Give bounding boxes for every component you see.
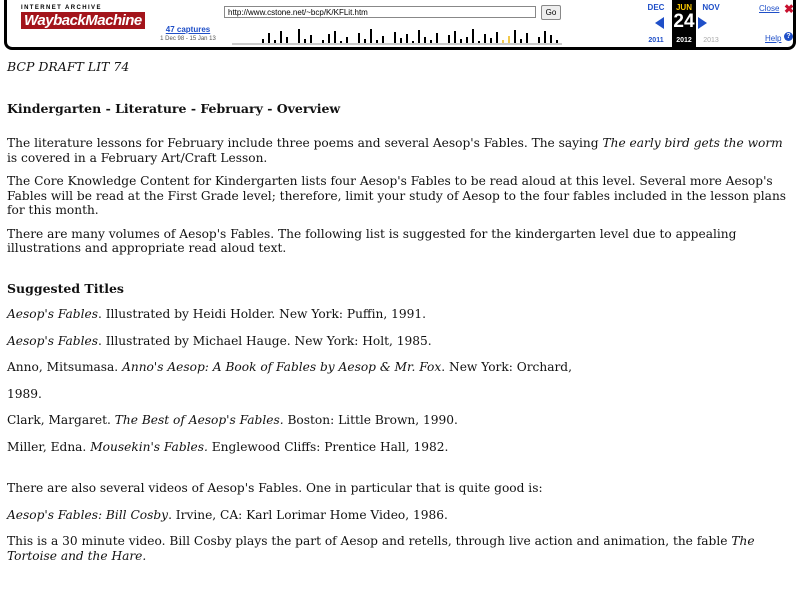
list-item — [7, 413, 793, 428]
sparkline-bar — [382, 36, 384, 43]
next-month-link[interactable]: NOV — [702, 3, 720, 12]
sparkline-bar — [262, 39, 264, 43]
page-content — [7, 60, 793, 563]
sparkline-bar — [358, 33, 360, 43]
book-title: Anno's Aesop: A Book of Fables by Aesop & Mr. Fox — [122, 360, 442, 374]
capture-range: 1 Dec 98 - 15 Jan 13 — [160, 36, 216, 42]
sparkline-bar — [514, 30, 516, 43]
current-day: 24 — [673, 11, 695, 32]
book-title: Aesop's Fables — [7, 307, 98, 321]
book-author: Miller, Edna. — [7, 439, 91, 454]
close-link[interactable]: Close — [759, 4, 780, 13]
sparkline-bar — [466, 37, 468, 43]
help-icon[interactable]: ? — [784, 32, 793, 41]
sparkline-bar — [412, 41, 414, 43]
book-details: . Illustrated by Michael Hauge. New York: Holt, 1985. — [97, 333, 432, 348]
sparkline-bar — [496, 32, 498, 43]
wayback-logo[interactable] — [21, 5, 142, 30]
sparkline-bar — [544, 31, 546, 43]
video-details: . Irvine, CA: Karl Lorimar Home Video, 1986. — [168, 507, 448, 522]
go-button[interactable]: Go — [541, 5, 561, 20]
captures-link[interactable]: 47 captures — [165, 25, 211, 34]
paragraph-intro — [7, 136, 793, 165]
paragraph-core-knowledge: The Core Knowledge Content for Kindergarten lists four Aesop's Fables to be read aloud at this level. Several more Aesop's Fables will be read at the First Grade level; therefore, limit your study of Aesop to the four fables included in the lesson plans for this month. — [7, 174, 787, 217]
book-author: Clark, Margaret. — [7, 413, 115, 427]
sparkline-bar — [538, 37, 540, 43]
draft-label: BCP DRAFT LIT 74 — [7, 59, 130, 74]
sparkline-bar — [556, 40, 558, 43]
sparkline-bar — [436, 33, 438, 43]
sparkline-bar — [340, 41, 342, 43]
sparkline-bar — [286, 37, 288, 43]
sparkline-bar — [280, 31, 282, 43]
list-item — [7, 334, 793, 349]
sparkline-bar — [400, 38, 402, 43]
sparkline-bar — [376, 40, 378, 43]
sparkline-bar — [406, 34, 408, 43]
sparkline-bar — [502, 40, 504, 43]
prev-year-link[interactable]: 2011 — [648, 37, 664, 44]
sparkline-bar — [274, 40, 276, 43]
book-author: Anno, Mitsumasa. — [7, 360, 123, 374]
sparkline-bar — [448, 35, 450, 43]
paragraph-intro-text-a: The literature lessons for February include three poems and several Aesop's Fables. The saying — [7, 136, 603, 150]
list-item — [7, 508, 793, 523]
sparkline-bar — [298, 29, 300, 43]
prev-month-link[interactable]: DEC — [647, 3, 665, 12]
sparkline-bar — [424, 37, 426, 43]
url-input[interactable] — [224, 6, 536, 18]
current-month: JUN — [672, 0, 696, 47]
sparkline-bar — [454, 31, 456, 43]
current-year: 2012 — [676, 37, 692, 44]
sparkline-bar — [526, 33, 528, 43]
paragraph-volumes: There are many volumes of Aesop's Fables. The following list is suggested for the kindergarten level due to appealing illustrations and appropriate read aloud text. — [7, 226, 737, 255]
sparkline-bar — [490, 38, 492, 43]
sparkline-bar — [370, 29, 372, 43]
wayback-toolbar — [4, 0, 796, 50]
internet-archive-label: INTERNET ARCHIVE — [21, 5, 102, 11]
paragraph-intro-text-b: is covered in a February Art/Craft Lesson. — [7, 150, 268, 165]
sparkline-bar — [430, 40, 432, 43]
close-icon[interactable]: ✖ — [784, 2, 795, 16]
sparkline-bar — [328, 34, 330, 43]
videos-intro: There are also several videos of Aesop's Fables. One in particular that is quite good is: — [7, 481, 543, 495]
sparkline-bar — [334, 31, 336, 43]
book-details: . Illustrated by Heidi Holder. New York: Puffin, 1991. — [97, 307, 426, 321]
wayback-machine-label: WaybackMachine — [21, 12, 145, 29]
sparkline-bar — [394, 32, 396, 43]
book-title: Mousekin's Fables. — [90, 439, 208, 454]
list-item — [7, 307, 793, 322]
fable-title: The Tortoise and the Hare. — [7, 534, 755, 563]
sparkline-bar — [310, 35, 312, 43]
sparkline-bar — [322, 40, 324, 43]
sparkline-bar — [484, 34, 486, 43]
sparkline-bar — [268, 33, 270, 43]
prev-capture-arrow-icon[interactable] — [655, 17, 664, 29]
book-details: Boston: Little Brown, 1990. — [283, 413, 458, 427]
help-link[interactable]: Help — [765, 34, 782, 43]
sparkline-bar — [418, 30, 420, 43]
book-details: Englewood Cliffs: Prentice Hall, 1982. — [207, 439, 449, 454]
video-description-text: This is a 30 minute video. Bill Cosby plays the part of Aesop and retells, through live action and animation, the fable — [7, 534, 732, 548]
sparkline-bar — [460, 39, 462, 43]
sparkline-bar — [472, 29, 474, 43]
next-year: 2013 — [703, 37, 719, 44]
sparkline-bar — [550, 35, 552, 43]
next-capture-arrow-icon[interactable] — [698, 17, 707, 29]
book-title: The Best of Aesop's Fables. — [114, 413, 284, 427]
sparkline-bar — [364, 39, 366, 43]
book-details: . New York: Orchard, — [441, 360, 572, 374]
page-title: Kindergarten - Literature - February - Overview — [7, 100, 341, 116]
saying-emphasis: The early bird gets the worm — [602, 136, 783, 150]
video-title: Aesop's Fables: Bill Cosby — [7, 507, 169, 522]
sparkline-bar — [520, 39, 522, 43]
list-item — [7, 360, 793, 375]
sparkline-bar — [346, 37, 348, 43]
sparkline-bar — [304, 39, 306, 43]
capture-sparkline[interactable] — [232, 25, 562, 45]
book-title: Aesop's Fables — [7, 333, 98, 348]
sparkline-bar — [478, 41, 480, 43]
sparkline-bar — [508, 36, 510, 43]
list-item-year: 1989. — [7, 386, 42, 401]
list-item — [7, 440, 793, 455]
video-description — [7, 534, 793, 563]
captures-info — [147, 25, 229, 42]
suggested-titles-heading: Suggested Titles — [7, 280, 124, 296]
